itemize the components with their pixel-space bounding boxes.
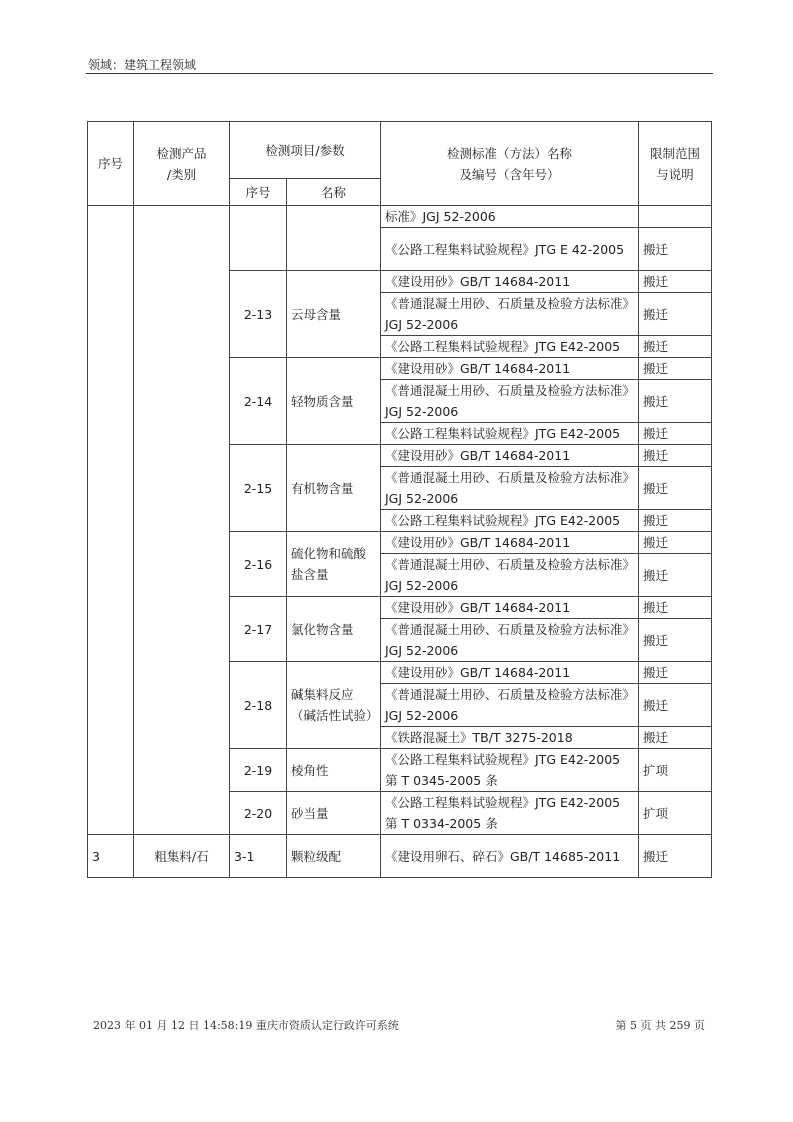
limit-cell: 搬迁 xyxy=(639,293,712,336)
standard-cell: 标准》JGJ 52-2006 xyxy=(381,206,639,228)
limit-cell: 搬迁 xyxy=(639,423,712,445)
standard-cell: 《公路工程集料试验规程》JTG E42-2005 第 T 0345-2005 条 xyxy=(381,749,639,792)
col-header-limit: 限制范围 与说明 xyxy=(639,122,712,206)
item-code-cell: 3-1 xyxy=(230,835,287,878)
limit-cell: 搬迁 xyxy=(639,336,712,358)
standard-cell: 《公路工程集料试验规程》JTG E42-2005 xyxy=(381,423,639,445)
item-code-cell: 2-16 xyxy=(230,532,287,597)
col-header-standard: 检测标准（方法）名称 及编号（含年号） xyxy=(381,122,639,206)
limit-cell: 搬迁 xyxy=(639,727,712,749)
product-name-cell xyxy=(134,206,230,835)
standard-cell: 《建设用砂》GB/T 14684-2011 xyxy=(381,445,639,467)
standard-cell: 《公路工程集料试验规程》JTG E 42-2005 xyxy=(381,228,639,271)
col-header-item-name: 名称 xyxy=(287,179,381,206)
standard-cell: 《建设用卵石、碎石》GB/T 14685-2011 xyxy=(381,835,639,878)
standard-cell: 《普通混凝土用砂、石质量及检验方法标准》JGJ 52-2006 xyxy=(381,380,639,423)
item-code-cell: 2-18 xyxy=(230,662,287,749)
item-code-cell: 2-20 xyxy=(230,792,287,835)
col-header-item-seq: 序号 xyxy=(230,179,287,206)
standard-cell: 《建设用砂》GB/T 14684-2011 xyxy=(381,532,639,554)
limit-cell: 搬迁 xyxy=(639,445,712,467)
table-row xyxy=(88,835,712,878)
limit-cell: 搬迁 xyxy=(639,467,712,510)
item-code-cell: 2-15 xyxy=(230,445,287,532)
limit-cell: 搬迁 xyxy=(639,510,712,532)
standard-cell: 《铁路混凝土》TB/T 3275-2018 xyxy=(381,727,639,749)
limit-cell: 扩项 xyxy=(639,792,712,835)
col-header-seq: 序号 xyxy=(88,122,134,206)
product-seq-cell: 3 xyxy=(88,835,134,878)
standard-cell: 《普通混凝土用砂、石质量及检验方法标准》JGJ 52-2006 xyxy=(381,619,639,662)
item-name-cell: 有机物含量 xyxy=(287,445,381,532)
header-divider xyxy=(86,73,713,74)
item-code-cell: 2-17 xyxy=(230,597,287,662)
page-header-domain: 领域：建筑工程领域 xyxy=(88,58,197,72)
product-seq-cell xyxy=(88,206,134,835)
standard-cell: 《建设用砂》GB/T 14684-2011 xyxy=(381,662,639,684)
limit-cell: 搬迁 xyxy=(639,597,712,619)
item-name-cell: 氯化物含量 xyxy=(287,597,381,662)
item-name-cell xyxy=(287,206,381,271)
limit-cell xyxy=(639,206,712,228)
scope-table xyxy=(87,121,712,878)
standard-cell: 《公路工程集料试验规程》JTG E42-2005 xyxy=(381,510,639,532)
standard-cell: 《普通混凝土用砂、石质量及检验方法标准》JGJ 52-2006 xyxy=(381,467,639,510)
standard-cell: 《普通混凝土用砂、石质量及检验方法标准》JGJ 52-2006 xyxy=(381,554,639,597)
col-header-product: 检测产品 /类别 xyxy=(134,122,230,206)
standard-cell: 《建设用砂》GB/T 14684-2011 xyxy=(381,597,639,619)
item-name-cell: 云母含量 xyxy=(287,271,381,358)
item-name-cell: 碱集料反应（碱活性试验） xyxy=(287,662,381,749)
standard-cell: 《普通混凝土用砂、石质量及检验方法标准》JGJ 52-2006 xyxy=(381,684,639,727)
limit-cell: 搬迁 xyxy=(639,358,712,380)
limit-cell: 搬迁 xyxy=(639,228,712,271)
limit-cell: 扩项 xyxy=(639,749,712,792)
standard-cell: 《普通混凝土用砂、石质量及检验方法标准》JGJ 52-2006 xyxy=(381,293,639,336)
col-header-items: 检测项目/参数 xyxy=(230,122,381,179)
limit-cell: 搬迁 xyxy=(639,662,712,684)
table-row xyxy=(88,206,712,228)
item-name-cell: 颗粒级配 xyxy=(287,835,381,878)
standard-cell: 《建设用砂》GB/T 14684-2011 xyxy=(381,358,639,380)
item-code-cell: 2-13 xyxy=(230,271,287,358)
limit-cell: 搬迁 xyxy=(639,532,712,554)
limit-cell: 搬迁 xyxy=(639,380,712,423)
item-name-cell: 棱角性 xyxy=(287,749,381,792)
standard-cell: 《公路工程集料试验规程》JTG E42-2005 xyxy=(381,336,639,358)
footer-timestamp: 2023 年 01 月 12 日 14:58:19 重庆市资质认定行政许可系统 xyxy=(93,1019,399,1032)
standard-cell: 《公路工程集料试验规程》JTG E42-2005 第 T 0334-2005 条 xyxy=(381,792,639,835)
limit-cell: 搬迁 xyxy=(639,554,712,597)
limit-cell: 搬迁 xyxy=(639,271,712,293)
item-code-cell: 2-14 xyxy=(230,358,287,445)
limit-cell: 搬迁 xyxy=(639,684,712,727)
footer-page-number: 第 5 页 共 259 页 xyxy=(615,1019,705,1032)
item-code-cell: 2-19 xyxy=(230,749,287,792)
table-body xyxy=(88,206,712,878)
standard-cell: 《建设用砂》GB/T 14684-2011 xyxy=(381,271,639,293)
product-name-cell: 粗集料/石 xyxy=(134,835,230,878)
item-name-cell: 硫化物和硫酸盐含量 xyxy=(287,532,381,597)
item-name-cell: 轻物质含量 xyxy=(287,358,381,445)
item-seq-cell xyxy=(230,206,287,271)
limit-cell: 搬迁 xyxy=(639,619,712,662)
limit-cell: 搬迁 xyxy=(639,835,712,878)
item-name-cell: 砂当量 xyxy=(287,792,381,835)
